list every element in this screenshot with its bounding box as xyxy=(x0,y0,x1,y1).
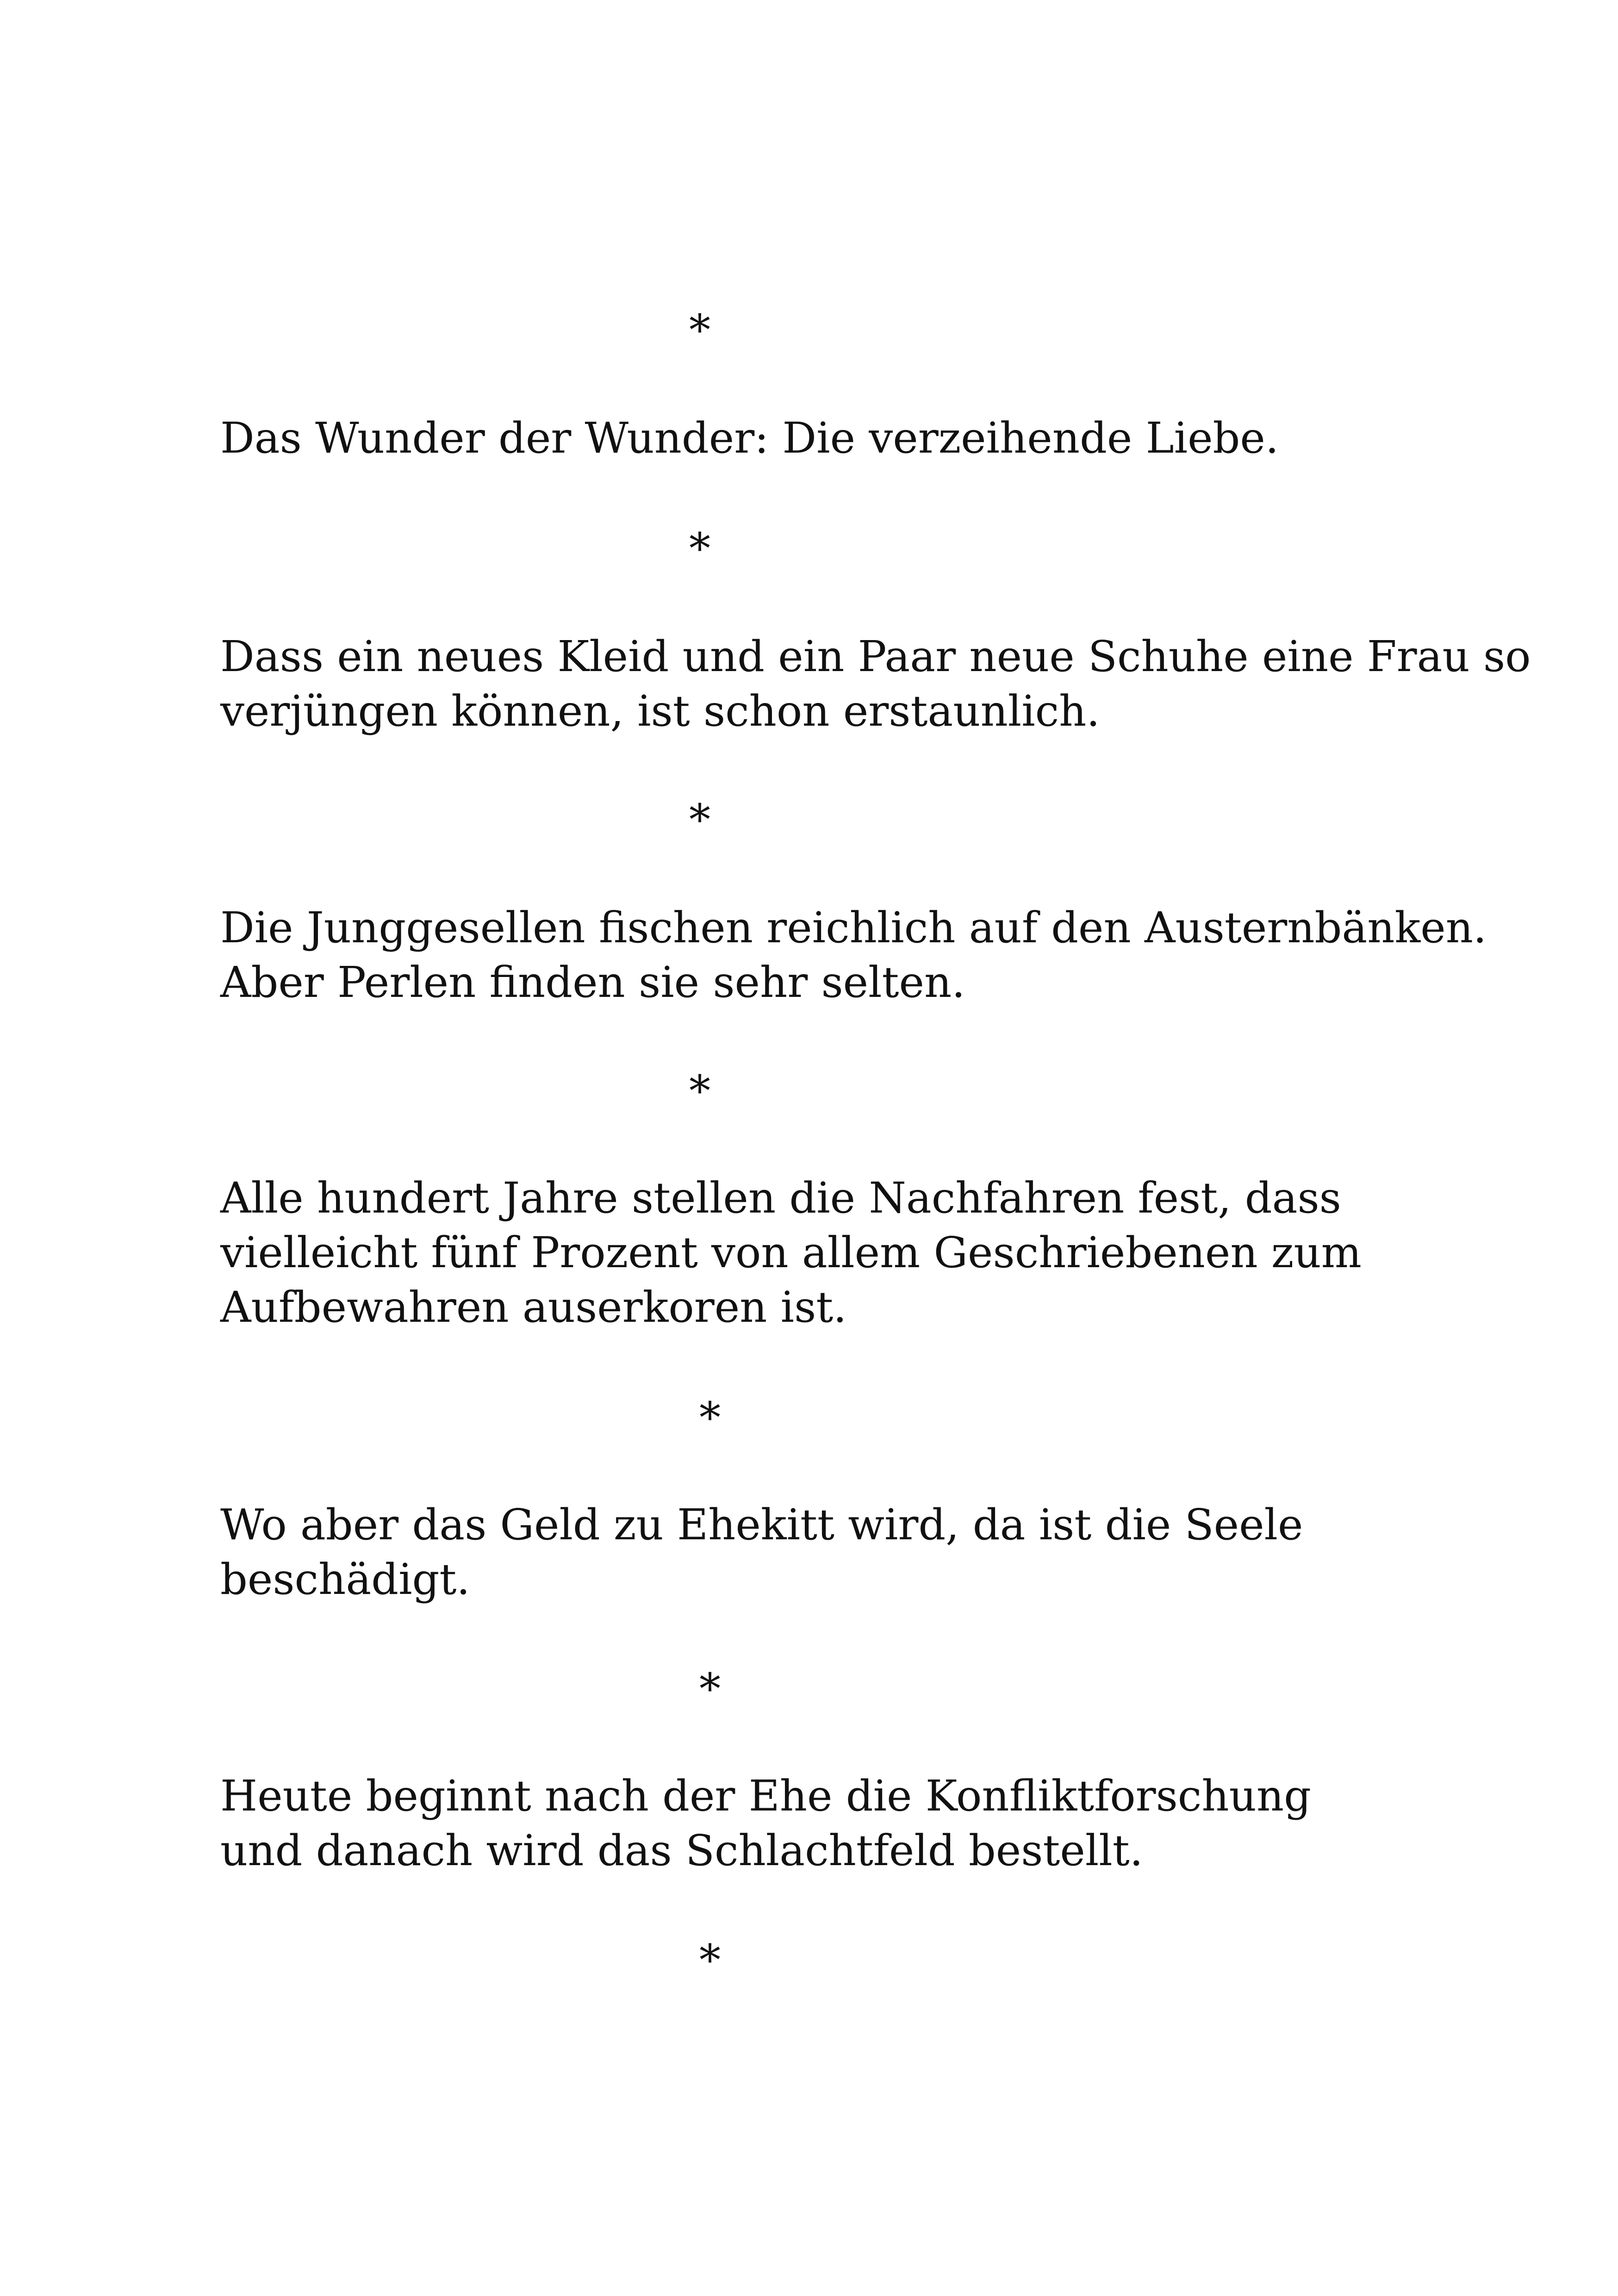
aphorism-line: beschädigt. xyxy=(220,1555,470,1604)
separator-asterisk: * xyxy=(689,305,710,355)
aphorism-6 xyxy=(220,1769,1311,1878)
aphorism-line: vielleicht fünf Prozent von allem Geschriebenen zum xyxy=(220,1228,1362,1277)
aphorism-3 xyxy=(220,901,1487,1010)
aphorism-line: Dass ein neues Kleid und ein Paar neue Schuhe eine Frau so xyxy=(220,632,1531,681)
separator-asterisk: * xyxy=(699,1664,721,1714)
aphorism-2 xyxy=(220,629,1531,739)
aphorism-5 xyxy=(220,1498,1303,1607)
aphorism-line: Aber Perlen finden sie sehr selten. xyxy=(220,958,965,1007)
aphorism-1 xyxy=(220,411,1279,466)
aphorism-line: verjüngen können, ist schon erstaunlich. xyxy=(220,686,1100,736)
aphorism-line: und danach wird das Schlachtfeld bestellt. xyxy=(220,1826,1143,1875)
aphorism-line: Heute beginnt nach der Ehe die Konfliktforschung xyxy=(220,1771,1311,1821)
separator-asterisk: * xyxy=(689,1066,710,1116)
separator-asterisk: * xyxy=(699,1393,721,1443)
aphorism-line: Aufbewahren auserkoren ist. xyxy=(220,1282,847,1332)
aphorism-line: Das Wunder der Wunder: Die verzeihende Liebe. xyxy=(220,413,1279,463)
aphorism-line: Die Junggesellen fischen reichlich auf den Austernbänken. xyxy=(220,903,1487,952)
aphorism-line: Alle hundert Jahre stellen die Nachfahren fest, dass xyxy=(220,1173,1341,1223)
separator-asterisk: * xyxy=(689,524,710,573)
separator-asterisk: * xyxy=(689,795,710,845)
aphorism-line: Wo aber das Geld zu Ehekitt wird, da ist die Seele xyxy=(220,1500,1303,1549)
separator-asterisk: * xyxy=(699,1935,721,1985)
aphorism-4 xyxy=(220,1171,1362,1335)
